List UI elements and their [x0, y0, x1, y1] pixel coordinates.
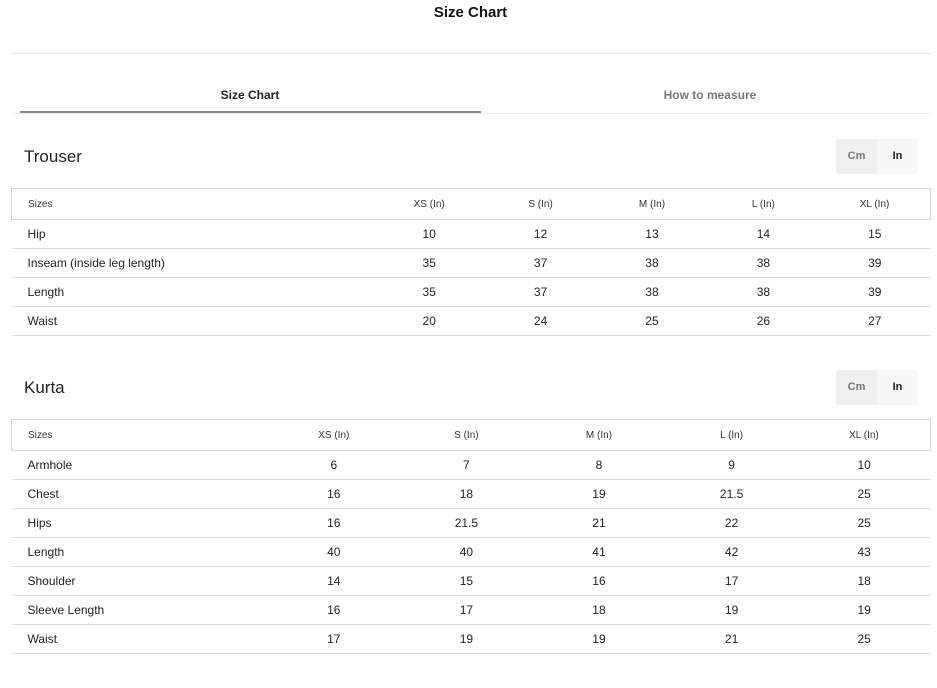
table-cell: 18: [798, 567, 931, 596]
table-header-row: [12, 420, 931, 451]
header-cell: S (In): [485, 189, 596, 220]
header-cell: Sizes: [12, 189, 374, 220]
table-cell: 17: [268, 625, 401, 654]
header-cell: Sizes: [12, 420, 268, 451]
table-cell: 25: [798, 509, 931, 538]
table-cell: 19: [798, 596, 931, 625]
table-cell: 25: [798, 625, 931, 654]
row-label: Waist: [12, 307, 374, 336]
header-divider: [11, 53, 931, 54]
table-cell: 39: [819, 278, 930, 307]
table-cell: 38: [708, 278, 819, 307]
table-cell: 25: [798, 480, 931, 509]
row-label: Length: [12, 538, 268, 567]
kurta-section-title: Kurta: [24, 378, 65, 397]
row-label: Length: [12, 278, 374, 307]
table-cell: 21: [665, 625, 798, 654]
table-cell: 24: [485, 307, 596, 336]
table-cell: 12: [485, 220, 596, 249]
table-cell: 38: [708, 249, 819, 278]
table-cell: 21: [533, 509, 666, 538]
table-cell: 43: [798, 538, 931, 567]
table-cell: 40: [268, 538, 401, 567]
header-cell: XS (In): [374, 189, 485, 220]
table-cell: 16: [268, 509, 401, 538]
row-label: Hip: [12, 220, 374, 249]
table-cell: 6: [268, 451, 401, 480]
trouser-section-title: Trouser: [24, 147, 82, 166]
table-row: [12, 220, 931, 249]
table-cell: 10: [798, 451, 931, 480]
table-header-row: [12, 189, 931, 220]
table-row: [12, 451, 931, 480]
header-cell: M (In): [533, 420, 666, 451]
table-cell: 14: [268, 567, 401, 596]
table-cell: 39: [819, 249, 930, 278]
table-cell: 18: [400, 480, 533, 509]
table-cell: 41: [533, 538, 666, 567]
table-cell: 38: [596, 278, 707, 307]
table-row: [12, 538, 931, 567]
table-row: [12, 596, 931, 625]
page-title: Size Chart: [433, 4, 508, 21]
table-cell: 17: [400, 596, 533, 625]
table-cell: 25: [596, 307, 707, 336]
header-cell: S (In): [400, 420, 533, 451]
row-label: Waist: [12, 625, 268, 654]
table-cell: 20: [374, 307, 485, 336]
kurta-unit-cm-button[interactable]: Cm: [836, 370, 877, 405]
row-label: Inseam (inside leg length): [12, 249, 374, 278]
table-cell: 35: [374, 249, 485, 278]
header-cell: XL (In): [798, 420, 931, 451]
table-cell: 37: [485, 278, 596, 307]
table-cell: 8: [533, 451, 666, 480]
table-cell: 16: [268, 596, 401, 625]
table-cell: 19: [533, 480, 666, 509]
header-cell: L (In): [665, 420, 798, 451]
row-label: Chest: [12, 480, 268, 509]
table-cell: 37: [485, 249, 596, 278]
table-row: [12, 509, 931, 538]
table-row: [12, 480, 931, 509]
table-cell: 40: [400, 538, 533, 567]
table-cell: 13: [596, 220, 707, 249]
table-cell: 14: [708, 220, 819, 249]
table-header: [12, 420, 931, 451]
table-header: [12, 189, 931, 220]
table-cell: 19: [533, 625, 666, 654]
kurta-unit-in-button[interactable]: In: [877, 370, 918, 405]
header-cell: XL (In): [819, 189, 930, 220]
table-cell: 15: [400, 567, 533, 596]
table-row: [12, 278, 931, 307]
trouser-unit-cm-button[interactable]: Cm: [836, 139, 877, 174]
row-label: Shoulder: [12, 567, 268, 596]
table-cell: 19: [400, 625, 533, 654]
row-label: Sleeve Length: [12, 596, 268, 625]
table-cell: 19: [665, 596, 798, 625]
trouser-size-table: [11, 188, 931, 336]
kurta-unit-toggle: [836, 370, 918, 405]
table-cell: 35: [374, 278, 485, 307]
table-cell: 27: [819, 307, 930, 336]
table-cell: 7: [400, 451, 533, 480]
tab-bar: [20, 83, 937, 113]
table-row: [12, 625, 931, 654]
table-cell: 9: [665, 451, 798, 480]
table-cell: 21.5: [665, 480, 798, 509]
table-cell: 42: [665, 538, 798, 567]
table-cell: 18: [533, 596, 666, 625]
table-row: [12, 249, 931, 278]
tabs-divider: [11, 113, 931, 114]
trouser-unit-in-button[interactable]: In: [877, 139, 918, 174]
header-cell: XS (In): [268, 420, 401, 451]
row-label: Hips: [12, 509, 268, 538]
table-cell: 38: [596, 249, 707, 278]
table-row: [12, 567, 931, 596]
tab-how-to-measure[interactable]: How to measure: [663, 88, 757, 102]
kurta-size-table: [11, 419, 931, 654]
table-cell: 16: [533, 567, 666, 596]
header-cell: M (In): [596, 189, 707, 220]
table-cell: 15: [819, 220, 930, 249]
table-row: [12, 307, 931, 336]
table-cell: 16: [268, 480, 401, 509]
table-cell: 17: [665, 567, 798, 596]
table-cell: 21.5: [400, 509, 533, 538]
row-label: Armhole: [12, 451, 268, 480]
tab-size-chart[interactable]: Size Chart: [220, 88, 280, 102]
header-cell: L (In): [708, 189, 819, 220]
trouser-unit-toggle: [836, 139, 918, 174]
table-cell: 26: [708, 307, 819, 336]
table-cell: 10: [374, 220, 485, 249]
table-cell: 22: [665, 509, 798, 538]
